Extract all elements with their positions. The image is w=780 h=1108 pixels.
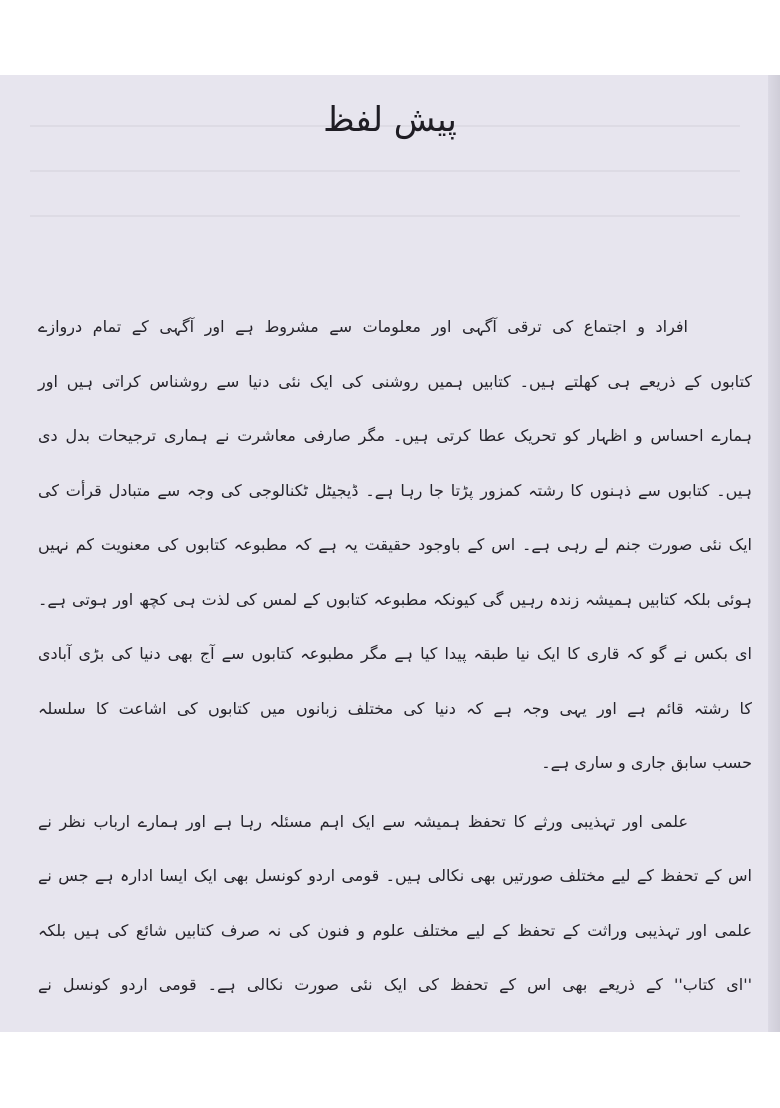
paragraph-1-line: ہمارے احساس و اظہار کو تحریک عطا کرتی ہیں۔ مگر صارفی معاشرت نے ہماری ترجیحات بدل دی — [38, 426, 752, 445]
paragraph-1-line: ایک نئی صورت جنم لے رہی ہے۔ اس کے باوجود حقیقت یہ ہے کہ مطبوعہ کتابوں کی معنویت کم نہیں — [38, 535, 752, 554]
bleed-through-line — [30, 170, 740, 172]
paragraph-1-last-line: حسب سابق جاری و ساری ہے۔ — [541, 753, 752, 772]
paragraph-1-line: کتابوں کے ذریعے ہی کھلتے ہیں۔ کتابیں ہمیں روشنی کی ایک نئی دنیا سے روشناس کراتی ہیں اور — [38, 371, 752, 391]
bleed-through-line — [30, 215, 740, 217]
page-edge-shadow — [768, 75, 780, 1032]
paragraph-1-line: ای بکس نے گو کہ قاری کا ایک نیا طبقہ پیدا کیا ہے مگر مطبوعہ کتابوں سے آج بھی دنیا کی بڑی آبادی — [38, 644, 752, 663]
paragraph-1-line: کا رشتہ قائم ہے اور یہی وجہ ہے کہ دنیا کی مختلف زبانوں میں کتابوں کی اشاعت کا سلسلہ — [38, 698, 752, 718]
paragraph-1 — [38, 314, 752, 805]
paragraph-1-line: ہیں۔ کتابوں سے ذہنوں کا رشتہ کمزور پڑتا جا رہا ہے۔ ڈیجیٹل ٹکنالوجی کی وجہ سے متبادل قرأت کی — [38, 480, 752, 500]
paragraph-1-line: ہوئی بلکہ کتابیں ہمیشہ زندہ رہیں گی کیونکہ مطبوعہ کتابوں کے لمس کی لذت ہی کچھ اور ہوتی ہے۔ — [38, 589, 752, 609]
paragraph-2-line: اس کے تحفظ کے لیے مختلف صورتیں بھی نکالی ہیں۔ قومی اردو کونسل بھی ایک ایسا ادارہ ہے جس نے — [38, 866, 752, 885]
paragraph-2 — [38, 809, 752, 1027]
paragraph-1-line: افراد و اجتماع کی ترقی آگہی اور معلومات سے مشروط ہے اور آگہی کے تمام دروازے — [38, 317, 688, 336]
paragraph-2-line: علمی اور تہذیبی وراثت کے تحفظ کے لیے مختلف علوم و فنون کی نہ صرف کتابیں شائع کی ہیں بلکہ — [38, 920, 752, 940]
paragraph-2-line: ''ای کتاب'' کے ذریعے بھی اس کے تحفظ کی ایک نئی صورت نکالی ہے۔ قومی اردو کونسل نے — [38, 975, 752, 994]
body-text — [38, 314, 752, 1027]
page-title: پیش لفظ — [323, 100, 457, 140]
paragraph-2-line: علمی اور تہذیبی ورثے کا تحفظ ہمیشہ سے ایک اہم مسئلہ رہا ہے اور ہمارے ارباب نظر نے — [38, 811, 688, 831]
